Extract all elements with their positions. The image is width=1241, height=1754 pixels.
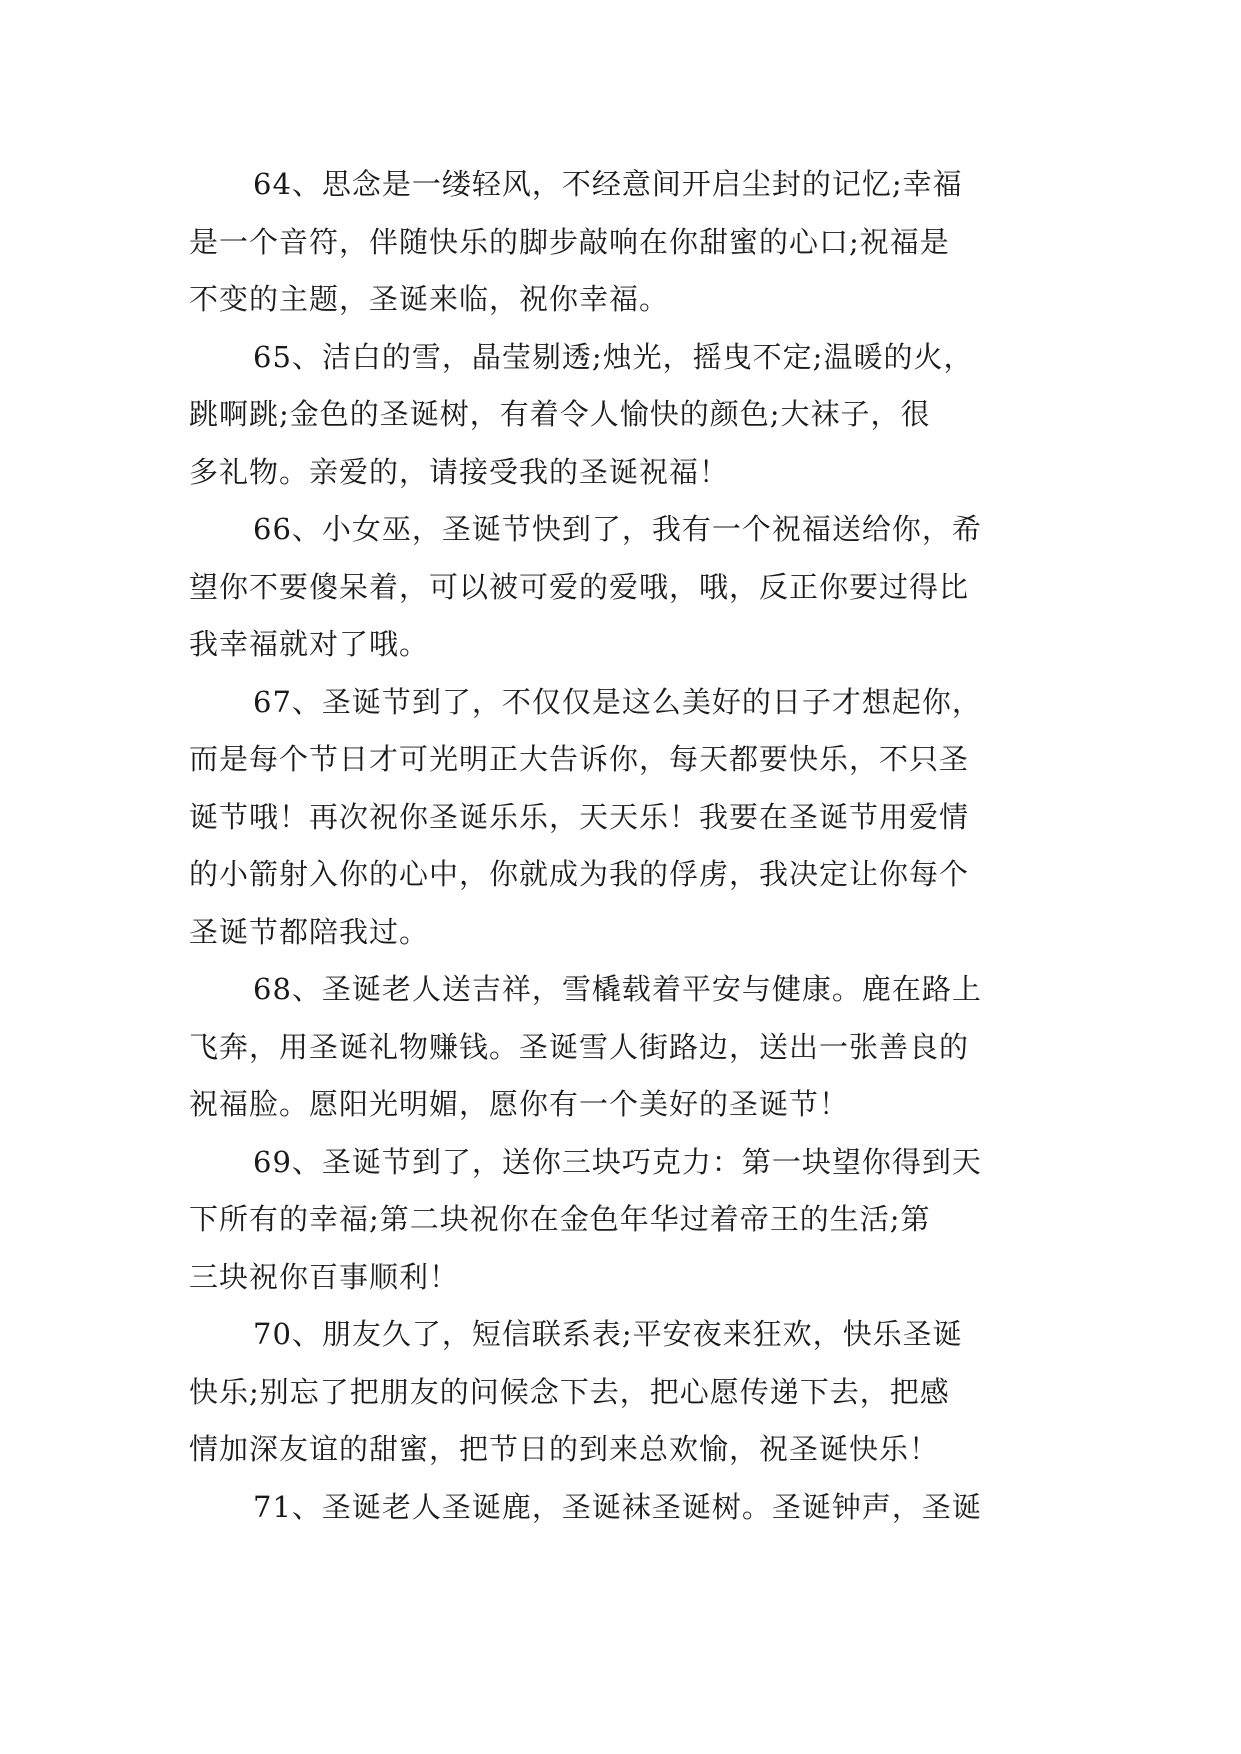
- paragraph-line: 不变的主题，圣诞来临，祝你幸福。: [189, 282, 670, 316]
- paragraph-line: 跳啊跳;金色的圣诞树，有着令人愉快的颜色;大袜子，很: [189, 397, 931, 431]
- paragraph-line: 是一个音符，伴随快乐的脚步敲响在你甜蜜的心口;祝福是: [189, 224, 950, 259]
- paragraph-line: 68、圣诞老人送吉祥，雪橇载着平安与健康。鹿在路上: [253, 972, 982, 1006]
- paragraph-line: 三块祝你百事顺利！: [189, 1259, 460, 1294]
- paragraph-line: 诞节哦！再次祝你圣诞乐乐，天天乐！我要在圣诞节用爱情: [189, 799, 970, 834]
- paragraph-line: 70、朋友久了，短信联系表;平安夜来狂欢，快乐圣诞: [253, 1317, 963, 1351]
- paragraph-line: 我幸福就对了哦。: [189, 627, 430, 661]
- paragraph-line: 69、圣诞节到了，送你三块巧克力：第一块望你得到天: [253, 1144, 982, 1179]
- paragraph-69: [189, 1134, 1059, 1307]
- paragraph-line: 的小箭射入你的心中，你就成为我的俘虏，我决定让你每个: [189, 857, 970, 891]
- document-body: [189, 156, 1059, 1536]
- paragraph-line: 多礼物。亲爱的，请接受我的圣诞祝福！: [189, 454, 730, 489]
- paragraph-line: 71、圣诞老人圣诞鹿，圣诞袜圣诞树。圣诞钟声，圣诞: [253, 1489, 982, 1524]
- paragraph-line: 而是每个节日才可光明正大告诉你，每天都要快乐，不只圣: [189, 742, 970, 776]
- paragraph-line: 快乐;别忘了把朋友的问候念下去，把心愿传递下去，把感: [189, 1374, 950, 1409]
- paragraph-line: 65、洁白的雪，晶莹剔透;烛光，摇曳不定;温暖的火，: [253, 339, 974, 374]
- paragraph-65: [189, 329, 1059, 502]
- paragraph-line: 望你不要傻呆着，可以被可爱的爱哦，哦，反正你要过得比: [189, 569, 970, 604]
- paragraph-line: 67、圣诞节到了，不仅仅是这么美好的日子才想起你，: [253, 684, 982, 719]
- paragraph-66: [189, 501, 1059, 674]
- paragraph-line: 圣诞节都陪我过。: [189, 914, 430, 949]
- paragraph-68: [189, 961, 1059, 1134]
- paragraph-line: 64、思念是一缕轻风，不经意间开启尘封的记忆;幸福: [253, 167, 963, 201]
- paragraph-line: 祝福脸。愿阳光明媚，愿你有一个美好的圣诞节！: [189, 1087, 850, 1121]
- paragraph-line: 情加深友谊的甜蜜，把节日的到来总欢愉，祝圣诞快乐！: [189, 1432, 940, 1466]
- paragraph-line: 66、小女巫，圣诞节快到了，我有一个祝福送给你，希: [253, 512, 982, 546]
- paragraph-67: [189, 674, 1059, 962]
- paragraph-71: [189, 1479, 1059, 1537]
- paragraph-70: [189, 1306, 1059, 1479]
- paragraph-line: 飞奔，用圣诞礼物赚钱。圣诞雪人街路边，送出一张善良的: [189, 1029, 970, 1064]
- paragraph-64: [189, 156, 1059, 329]
- paragraph-line: 下所有的幸福;第二块祝你在金色年华过着帝王的生活;第: [189, 1202, 931, 1236]
